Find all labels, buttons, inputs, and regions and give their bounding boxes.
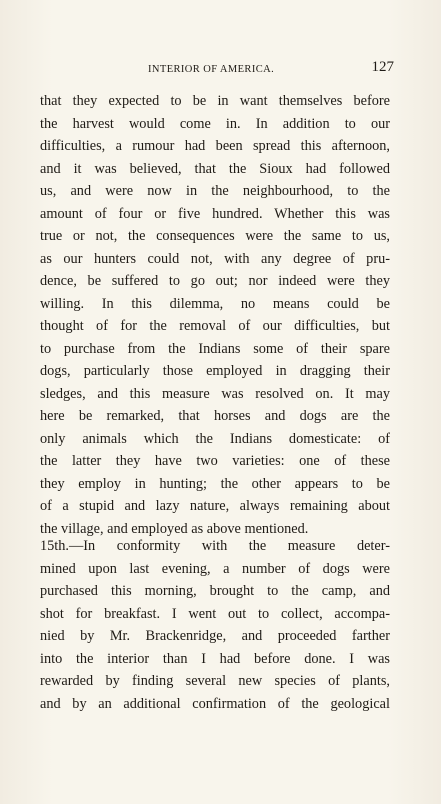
text-line: and it was believed, that the Sioux had followed <box>40 160 390 177</box>
text-line: shot for breakfast. I went out to collect, accompa- <box>40 605 390 622</box>
text-line: only animals which the Indians domesticate: of <box>40 430 390 447</box>
page-number: 127 <box>371 59 394 75</box>
paragraph-1 <box>40 90 390 540</box>
paragraph-2 <box>40 535 390 715</box>
text-line: amount of four or five hundred. Whether this was <box>40 205 390 222</box>
text-line: dence, be suffered to go out; nor indeed were they <box>40 273 390 289</box>
text-line: rewarded by finding several new species of plants, <box>40 673 390 689</box>
text-line: that they expected to be in want themselves before <box>40 93 390 109</box>
text-line: purchased this morning, brought to the camp, and <box>40 583 390 599</box>
text-line: willing. In this dilemma, no means could be <box>40 295 390 312</box>
text-line: sledges, and this measure was resolved on. It may <box>40 385 390 402</box>
running-head <box>44 60 394 80</box>
text-line: the latter they have two varieties: one of these <box>40 453 390 469</box>
text-line: to purchase from the Indians some of their spare <box>40 340 390 357</box>
text-line: here be remarked, that horses and dogs are the <box>40 408 390 424</box>
text-line: as our hunters could not, with any degree of pru- <box>40 250 390 267</box>
text-line: and by an additional confirmation of the geological <box>40 695 390 712</box>
text-line: the harvest would come in. In addition to our <box>40 115 390 132</box>
text-line: they employ in hunting; the other appears to be <box>40 475 390 492</box>
text-line: into the interior than I had before done. I was <box>40 650 390 667</box>
text-line: 15th.—In conformity with the measure deter- <box>40 538 390 554</box>
text-line: mined upon last evening, a number of dogs were <box>40 560 390 577</box>
text-line: dogs, particularly those employed in dragging their <box>40 363 390 379</box>
text-line: nied by Mr. Brackenridge, and proceeded farther <box>40 628 390 644</box>
text-line: the village, and employed as above mentioned. <box>40 520 309 537</box>
running-head-title: INTERIOR OF AMERICA. <box>148 64 275 75</box>
text-line: thought of for the removal of our difficulties, but <box>40 318 390 334</box>
text-line: true or not, the consequences were the same to us, <box>40 228 390 244</box>
text-line: us, and were now in the neighbourhood, to the <box>40 183 390 199</box>
text-line: difficulties, a rumour had been spread this afternoon, <box>40 138 390 154</box>
text-line: of a stupid and lazy nature, always remaining about <box>40 498 390 514</box>
